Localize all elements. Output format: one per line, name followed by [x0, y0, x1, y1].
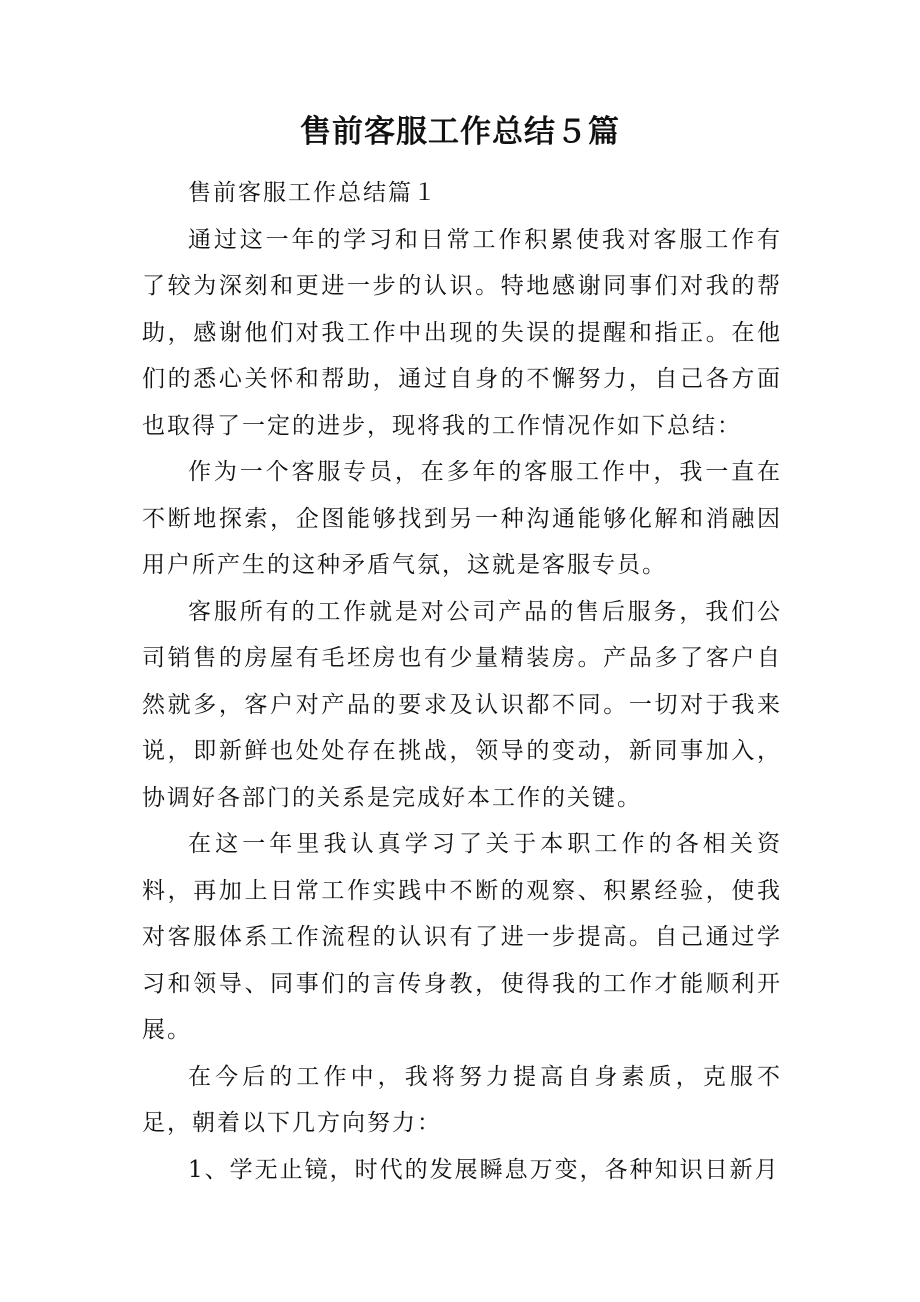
document-body: [142, 170, 782, 1193]
paragraph: 在这一年里我认真学习了关于本职工作的各相关资料，再加上日常工作实践中不断的观察、积累经验，使我对客服体系工作流程的认识有了进一步提高。自己通过学习和领导、同事们的言传身教，使得我的工作才能顺利开展。: [142, 831, 782, 1043]
paragraph: 客服所有的工作就是对公司产品的售后服务，我们公司销售的房屋有毛坯房也有少量精装房。产品多了客户自然就多，客户对产品的要求及认识都不同。一切对于我来说，即新鲜也处处存在挑战，领导的变动，新同事加入，协调好各部门的关系是完成好本工作的关键。: [142, 598, 782, 811]
paragraph: 1、学无止镜，时代的发展瞬息万变，各种知识日新月: [188, 1156, 780, 1183]
document-title: 售前客服工作总结５篇: [300, 114, 620, 150]
paragraph: 通过这一年的学习和日常工作积累使我对客服工作有了较为深刻和更进一步的认识。特地感谢同事们对我的帮助，感谢他们对我工作中出现的失误的提醒和指正。在他们的悉心关怀和帮助，通过自身的不懈努力，自己各方面也取得了一定的进步，现将我的工作情况作如下总结：: [142, 226, 782, 439]
section-heading: 售前客服工作总结篇１: [188, 180, 438, 206]
paragraph: 在今后的工作中，我将努力提高自身素质，克服不足，朝着以下几方向努力：: [142, 1063, 782, 1136]
paragraph: 作为一个客服专员，在多年的客服工作中，我一直在不断地探索，企图能够找到另一种沟通能够化解和消融因用户所产生的这种矛盾气氛，这就是客服专员。: [142, 459, 782, 578]
